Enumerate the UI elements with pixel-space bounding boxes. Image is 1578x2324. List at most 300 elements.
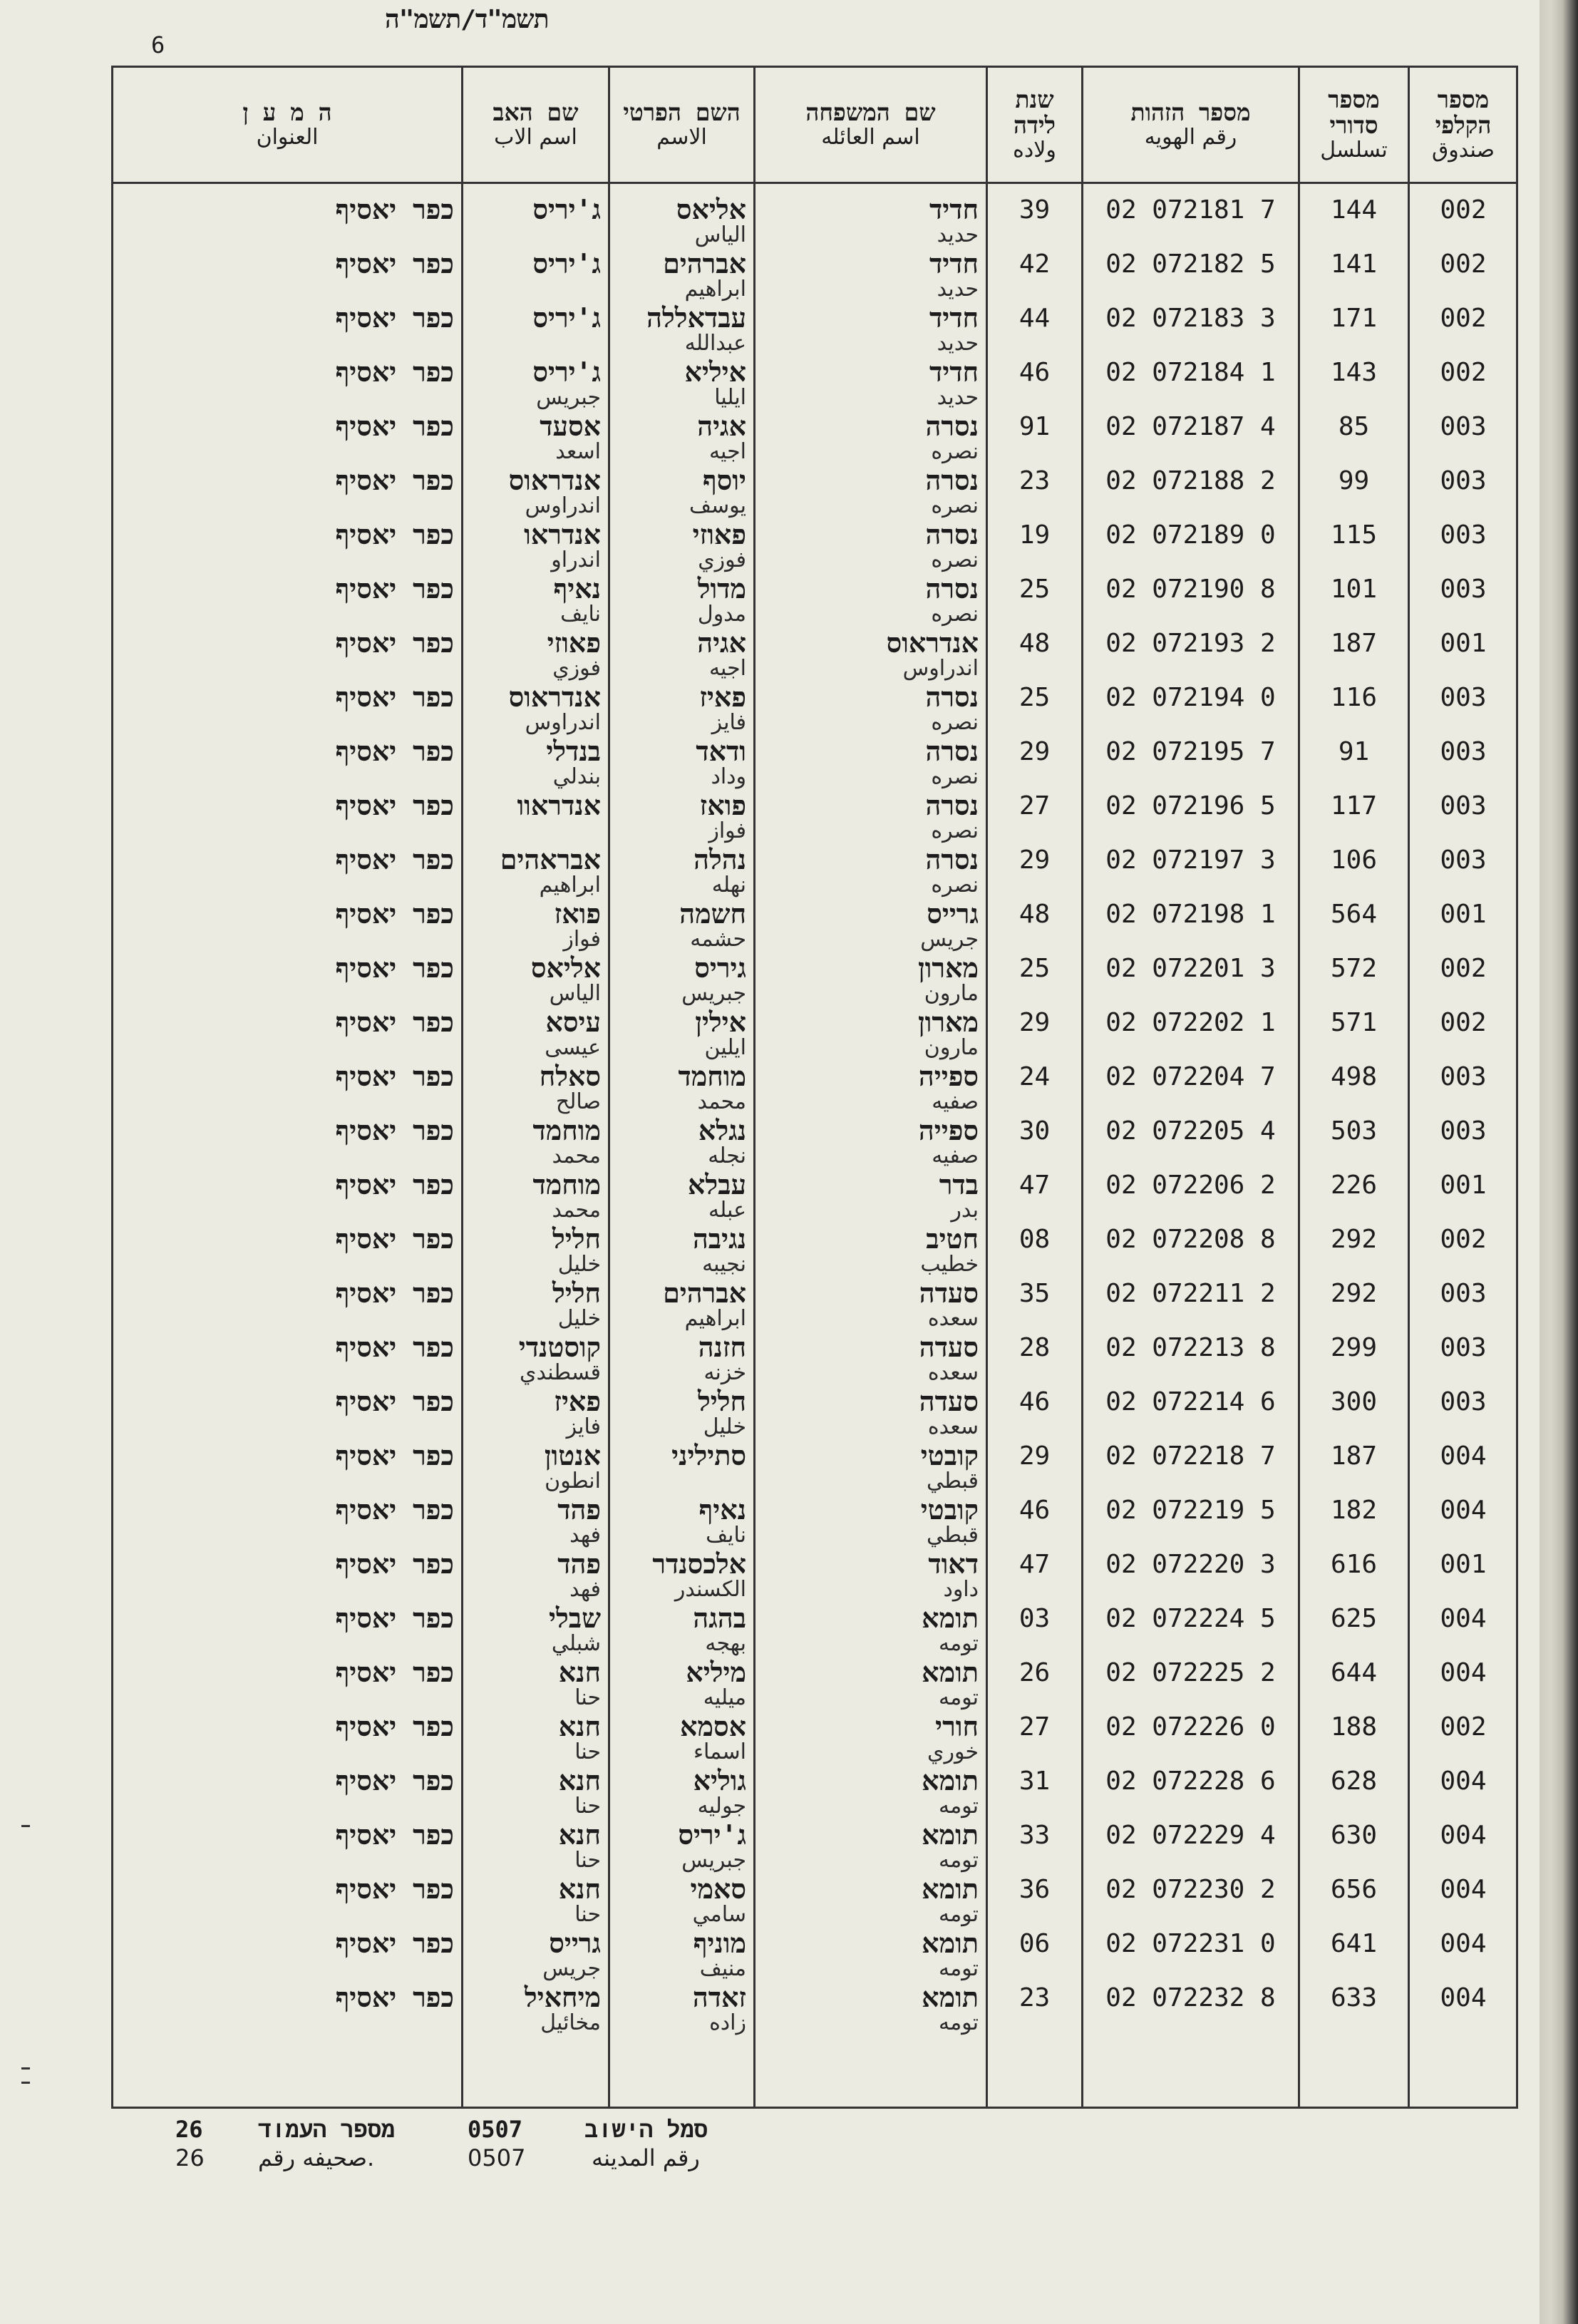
cell-father-text: אנדראוס bbox=[508, 465, 601, 496]
cell-first-arabic: سامي bbox=[692, 1902, 746, 1927]
cell-father bbox=[463, 1061, 608, 1116]
cell-serial-text: 99 bbox=[1338, 466, 1370, 495]
cell-box bbox=[1410, 628, 1517, 682]
cell-father-text: אנדראו bbox=[524, 519, 601, 550]
table-row bbox=[113, 574, 1516, 628]
cell-father-arabic: اسعد bbox=[555, 439, 601, 464]
cell-box bbox=[1410, 1603, 1517, 1657]
cell-address bbox=[113, 1712, 461, 1766]
cell-year bbox=[988, 195, 1081, 249]
cell-serial bbox=[1300, 1224, 1408, 1278]
cell-first-text: אסמא bbox=[680, 1711, 746, 1742]
cell-box-text: 002 bbox=[1440, 954, 1487, 983]
cell-box bbox=[1410, 736, 1517, 791]
cell-family-text: ספייה bbox=[918, 1061, 979, 1092]
cell-id-text: 02 072189 0 bbox=[1105, 520, 1276, 550]
cell-father-text: מוחמד bbox=[532, 1169, 601, 1200]
cell-family-text: סעדה bbox=[919, 1386, 979, 1417]
cell-first-arabic: زاده bbox=[709, 2010, 746, 2035]
col-header-family-ar: اسم العائله bbox=[821, 125, 920, 150]
cell-serial bbox=[1300, 574, 1408, 628]
cell-father-text: פואז bbox=[554, 898, 601, 930]
col-header-box bbox=[1410, 68, 1517, 182]
cell-first-arabic: نجيبه bbox=[702, 1252, 746, 1277]
cell-box-text: 002 bbox=[1440, 195, 1487, 225]
cell-serial bbox=[1300, 249, 1408, 303]
cell-father-arabic: اندراوس bbox=[525, 493, 601, 518]
cell-year-text: 24 bbox=[1019, 1062, 1051, 1091]
cell-box-text: 001 bbox=[1440, 629, 1487, 658]
cell-father-arabic: خليل bbox=[557, 1252, 601, 1277]
cell-box-text: 004 bbox=[1440, 1496, 1487, 1525]
cell-father-text: חנא bbox=[558, 1873, 601, 1905]
cell-address bbox=[113, 411, 461, 466]
cell-father bbox=[463, 1874, 608, 1928]
cell-family bbox=[756, 1928, 986, 1983]
cell-first-text: נאיף bbox=[698, 1494, 746, 1526]
cell-first bbox=[610, 628, 753, 682]
cell-year-text: 36 bbox=[1019, 1875, 1051, 1904]
cell-first-text: נהלה bbox=[693, 844, 746, 875]
cell-first-arabic: خزنه bbox=[703, 1360, 746, 1385]
cell-first-arabic: بهجه bbox=[705, 1631, 746, 1656]
cell-serial-text: 644 bbox=[1330, 1658, 1378, 1687]
cell-father-arabic: فوزي bbox=[552, 656, 601, 681]
cell-family-arabic: جريس bbox=[920, 927, 979, 952]
col-header-year-ar: ولاده bbox=[1013, 138, 1056, 163]
cell-family bbox=[756, 845, 986, 899]
cell-father bbox=[463, 1224, 608, 1278]
cell-serial bbox=[1300, 682, 1408, 736]
cell-address-text: כפר יאסיף bbox=[335, 573, 454, 605]
cell-father-text: אבראהים bbox=[500, 844, 601, 875]
cell-family-text: סעדה bbox=[919, 1332, 979, 1363]
footer-page-label-ar: صحيفه رقم. bbox=[258, 2144, 375, 2171]
cell-father-text: אנדראוס bbox=[508, 682, 601, 713]
cell-address-text: כפר יאסיף bbox=[335, 627, 454, 659]
cell-father-arabic: شبلي bbox=[551, 1631, 601, 1656]
cell-year bbox=[988, 1874, 1081, 1928]
cell-id bbox=[1083, 357, 1298, 411]
table-row bbox=[113, 953, 1516, 1007]
cell-father bbox=[463, 1549, 608, 1603]
cell-serial bbox=[1300, 1116, 1408, 1170]
cell-first bbox=[610, 249, 753, 303]
cell-address bbox=[113, 1332, 461, 1387]
cell-serial-text: 91 bbox=[1338, 737, 1370, 766]
cell-first-text: גוליא bbox=[693, 1765, 746, 1796]
cell-father-text: ג'יריס bbox=[532, 356, 601, 388]
cell-year-text: 29 bbox=[1019, 1441, 1051, 1471]
cell-id bbox=[1083, 574, 1298, 628]
cell-box-text: 002 bbox=[1440, 1008, 1487, 1037]
cell-father bbox=[463, 1983, 608, 2037]
cell-serial bbox=[1300, 953, 1408, 1007]
col-header-father-he: שם האב bbox=[493, 98, 579, 126]
cell-box-text: 003 bbox=[1440, 1387, 1487, 1416]
cell-id-text: 02 072220 3 bbox=[1105, 1550, 1276, 1579]
cell-family-text: ספייה bbox=[918, 1115, 979, 1146]
cell-year bbox=[988, 1116, 1081, 1170]
cell-first-text: מוניף bbox=[693, 1928, 746, 1959]
cell-id-text: 02 072201 3 bbox=[1105, 954, 1276, 983]
cell-family bbox=[756, 953, 986, 1007]
cell-year bbox=[988, 1224, 1081, 1278]
cell-first-text: אלכסנדר bbox=[652, 1548, 746, 1580]
cell-father bbox=[463, 736, 608, 791]
cell-family-text: נסרה bbox=[925, 573, 979, 605]
cell-family-arabic: مارون bbox=[924, 981, 979, 1006]
cell-box-text: 002 bbox=[1440, 358, 1487, 387]
cell-id bbox=[1083, 1278, 1298, 1332]
cell-id bbox=[1083, 1928, 1298, 1983]
cell-box bbox=[1410, 303, 1517, 357]
cell-id bbox=[1083, 736, 1298, 791]
cell-serial-text: 226 bbox=[1330, 1171, 1378, 1200]
cell-family-arabic: تومه bbox=[938, 1956, 979, 1981]
cell-serial-text: 299 bbox=[1330, 1333, 1378, 1362]
cell-serial bbox=[1300, 845, 1408, 899]
cell-father-arabic: محمد bbox=[552, 1198, 601, 1223]
cell-address bbox=[113, 1278, 461, 1332]
cell-family bbox=[756, 1874, 986, 1928]
cell-id bbox=[1083, 1549, 1298, 1603]
cell-id bbox=[1083, 791, 1298, 845]
cell-serial-text: 616 bbox=[1330, 1550, 1378, 1579]
cell-year-text: 28 bbox=[1019, 1333, 1051, 1362]
table-row bbox=[113, 1657, 1516, 1712]
cell-father-arabic: حنا bbox=[574, 1848, 601, 1873]
cell-id-text: 02 072204 7 bbox=[1105, 1062, 1276, 1091]
cell-id-text: 02 072188 2 bbox=[1105, 466, 1276, 495]
cell-family-arabic: نصره bbox=[931, 873, 979, 898]
cell-family-text: גרייס bbox=[927, 898, 979, 930]
cell-first bbox=[610, 845, 753, 899]
table-row bbox=[113, 1116, 1516, 1170]
table-row bbox=[113, 1332, 1516, 1387]
cell-year-text: 46 bbox=[1019, 1387, 1051, 1416]
table-row bbox=[113, 1441, 1516, 1495]
cell-family bbox=[756, 303, 986, 357]
cell-family-text: קובטי bbox=[920, 1440, 979, 1471]
cell-year bbox=[988, 574, 1081, 628]
cell-serial bbox=[1300, 1061, 1408, 1116]
cell-id bbox=[1083, 1116, 1298, 1170]
cell-serial-text: 628 bbox=[1330, 1767, 1378, 1796]
cell-first-text: נגיבה bbox=[692, 1223, 746, 1255]
cell-first-arabic: فايز bbox=[711, 710, 746, 735]
cell-family bbox=[756, 1170, 986, 1224]
cell-father-text: גרייס bbox=[549, 1928, 601, 1959]
cell-serial-text: 503 bbox=[1330, 1116, 1378, 1146]
cell-id bbox=[1083, 303, 1298, 357]
cell-father-arabic: نايف bbox=[560, 602, 601, 627]
cell-box-text: 003 bbox=[1440, 575, 1487, 604]
cell-id-text: 02 072184 1 bbox=[1105, 358, 1276, 387]
cell-first-arabic: نايف bbox=[706, 1523, 746, 1548]
cell-year-text: 39 bbox=[1019, 195, 1051, 225]
cell-first-arabic: يوسف bbox=[689, 493, 746, 518]
cell-year bbox=[988, 682, 1081, 736]
cell-serial-text: 188 bbox=[1330, 1712, 1378, 1742]
cell-family-arabic: سعده bbox=[927, 1360, 979, 1385]
cell-family bbox=[756, 1820, 986, 1874]
cell-first-text: אילין bbox=[695, 1007, 746, 1038]
cell-id-text: 02 072208 8 bbox=[1105, 1225, 1276, 1254]
cell-family-arabic: حديد bbox=[937, 277, 979, 302]
cell-father-text: שבלי bbox=[549, 1603, 601, 1634]
cell-box-text: 002 bbox=[1440, 1225, 1487, 1254]
cell-family-text: נסרה bbox=[925, 465, 979, 496]
cell-first bbox=[610, 1495, 753, 1549]
cell-serial-text: 85 bbox=[1338, 412, 1370, 441]
cell-id-text: 02 072197 3 bbox=[1105, 845, 1276, 875]
cell-address-text: כפר יאסיף bbox=[335, 1440, 454, 1471]
cell-address bbox=[113, 682, 461, 736]
col-header-year bbox=[988, 68, 1081, 182]
cell-first-arabic: حشمه bbox=[690, 927, 746, 952]
cell-father-text: חנא bbox=[558, 1819, 601, 1851]
cell-year-text: 23 bbox=[1019, 466, 1051, 495]
cell-year bbox=[988, 736, 1081, 791]
cell-address-text: כפר יאסיף bbox=[335, 1928, 454, 1959]
cell-family bbox=[756, 1116, 986, 1170]
cell-family-arabic: نصره bbox=[931, 710, 979, 735]
cell-box bbox=[1410, 791, 1517, 845]
cell-serial bbox=[1300, 1657, 1408, 1712]
cell-family-text: נסרה bbox=[925, 682, 979, 713]
cell-id-text: 02 072225 2 bbox=[1105, 1658, 1276, 1687]
cell-serial-text: 182 bbox=[1330, 1496, 1378, 1525]
cell-father-arabic: حنا bbox=[574, 1902, 601, 1927]
cell-box-text: 004 bbox=[1440, 1983, 1487, 2012]
cell-serial bbox=[1300, 791, 1408, 845]
cell-family-text: אנדראוס bbox=[886, 627, 979, 659]
col-header-first-ar: الاسم bbox=[656, 125, 707, 150]
col-header-address-ar: العنوان bbox=[256, 125, 319, 150]
cell-first-arabic: عبدالله bbox=[684, 331, 746, 356]
cell-serial-text: 101 bbox=[1330, 575, 1378, 604]
cell-box bbox=[1410, 1441, 1517, 1495]
cell-year bbox=[988, 1603, 1081, 1657]
cell-year bbox=[988, 1549, 1081, 1603]
cell-address bbox=[113, 1603, 461, 1657]
cell-first-arabic: اجيه bbox=[708, 656, 746, 681]
cell-address bbox=[113, 195, 461, 249]
cell-family-arabic: تومه bbox=[938, 1685, 979, 1710]
cell-address bbox=[113, 1170, 461, 1224]
cell-address-text: כפר יאסיף bbox=[335, 1223, 454, 1255]
cell-id-text: 02 072182 5 bbox=[1105, 250, 1276, 279]
table-row bbox=[113, 466, 1516, 520]
cell-id bbox=[1083, 1387, 1298, 1441]
col-header-serial-ar: تسلسل bbox=[1320, 138, 1388, 163]
cell-father-arabic: الياس bbox=[549, 981, 601, 1006]
cell-address bbox=[113, 845, 461, 899]
cell-father-arabic: جبريس bbox=[536, 385, 601, 410]
cell-father-text: פאוזי bbox=[547, 627, 601, 659]
cell-year bbox=[988, 411, 1081, 466]
cell-family-text: חדיד bbox=[929, 302, 979, 334]
cell-first-arabic: عبله bbox=[708, 1198, 746, 1223]
cell-father-arabic: اندراو bbox=[551, 547, 601, 572]
cell-address-text: כפר יאסיף bbox=[335, 411, 454, 442]
cell-family-arabic: نصره bbox=[931, 818, 979, 843]
cell-father-arabic: خليل bbox=[557, 1306, 601, 1331]
header-divider bbox=[113, 182, 1516, 184]
table-row bbox=[113, 1170, 1516, 1224]
cell-father bbox=[463, 1603, 608, 1657]
cell-year bbox=[988, 953, 1081, 1007]
cell-box-text: 003 bbox=[1440, 737, 1487, 766]
cell-box bbox=[1410, 1495, 1517, 1549]
cell-id bbox=[1083, 1495, 1298, 1549]
cell-family bbox=[756, 1441, 986, 1495]
table-row bbox=[113, 899, 1516, 953]
cell-first-text: ודאד bbox=[696, 736, 746, 767]
cell-family bbox=[756, 1332, 986, 1387]
cell-address-text: כפר יאסיף bbox=[335, 1657, 454, 1688]
cell-serial-text: 292 bbox=[1330, 1279, 1378, 1308]
cell-box-text: 003 bbox=[1440, 466, 1487, 495]
cell-family-text: חדיד bbox=[929, 356, 979, 388]
cell-box-text: 003 bbox=[1440, 412, 1487, 441]
cell-family bbox=[756, 736, 986, 791]
cell-serial bbox=[1300, 357, 1408, 411]
cell-id-text: 02 072193 2 bbox=[1105, 629, 1276, 658]
cell-family bbox=[756, 1007, 986, 1061]
cell-father-arabic: عيسى bbox=[545, 1035, 601, 1060]
cell-father-text: פאיז bbox=[554, 1386, 601, 1417]
cell-serial-text: 641 bbox=[1330, 1929, 1378, 1958]
cell-box-text: 003 bbox=[1440, 1062, 1487, 1091]
cell-year bbox=[988, 1928, 1081, 1983]
cell-box-text: 001 bbox=[1440, 1550, 1487, 1579]
cell-father-arabic: جريس bbox=[542, 1956, 601, 1981]
cell-year-text: 48 bbox=[1019, 900, 1051, 929]
cell-first-text: גיריס bbox=[694, 952, 746, 984]
cell-box-text: 004 bbox=[1440, 1821, 1487, 1850]
cell-box bbox=[1410, 899, 1517, 953]
cell-family-arabic: داود bbox=[943, 1577, 979, 1602]
cell-address bbox=[113, 899, 461, 953]
cell-box-text: 002 bbox=[1440, 250, 1487, 279]
cell-first-arabic: الياس bbox=[694, 222, 746, 247]
cell-box-text: 003 bbox=[1440, 1279, 1487, 1308]
cell-family bbox=[756, 1061, 986, 1116]
cell-first-text: נגלא bbox=[698, 1115, 746, 1146]
cell-father bbox=[463, 574, 608, 628]
cell-address-text: כפר יאסיף bbox=[335, 356, 454, 388]
cell-address bbox=[113, 1983, 461, 2037]
cell-address-text: כפר יאסיף bbox=[335, 1494, 454, 1526]
cell-address bbox=[113, 466, 461, 520]
cell-family bbox=[756, 1983, 986, 2037]
cell-box-text: 003 bbox=[1440, 791, 1487, 821]
cell-serial bbox=[1300, 520, 1408, 574]
cell-family bbox=[756, 195, 986, 249]
page-edge bbox=[1540, 0, 1578, 2324]
cell-box-text: 003 bbox=[1440, 520, 1487, 550]
cell-year-text: 23 bbox=[1019, 1983, 1051, 2012]
cell-year bbox=[988, 1061, 1081, 1116]
cell-first bbox=[610, 1387, 753, 1441]
cell-father bbox=[463, 1332, 608, 1387]
cell-first-text: סתיליני bbox=[671, 1440, 746, 1471]
cell-id bbox=[1083, 1657, 1298, 1712]
cell-family bbox=[756, 466, 986, 520]
cell-address bbox=[113, 628, 461, 682]
cell-first bbox=[610, 1603, 753, 1657]
cell-id-text: 02 072226 0 bbox=[1105, 1712, 1276, 1742]
cell-serial bbox=[1300, 1332, 1408, 1387]
cell-id bbox=[1083, 520, 1298, 574]
cell-first bbox=[610, 1170, 753, 1224]
cell-year bbox=[988, 1766, 1081, 1820]
col-header-box-ar: صندوق bbox=[1431, 138, 1495, 163]
cell-first-arabic: وداد bbox=[711, 764, 746, 789]
cell-id bbox=[1083, 1170, 1298, 1224]
cell-id-text: 02 072195 7 bbox=[1105, 737, 1276, 766]
footer-settlement-code: 0507 bbox=[468, 2116, 523, 2143]
cell-serial bbox=[1300, 1983, 1408, 2037]
cell-father bbox=[463, 249, 608, 303]
cell-address-text: כפר יאסיף bbox=[335, 465, 454, 496]
cell-serial bbox=[1300, 1874, 1408, 1928]
cell-first-text: חליל bbox=[697, 1386, 746, 1417]
footer-page-label: מספר העמוד bbox=[258, 2116, 396, 2143]
cell-first-arabic: منيف bbox=[699, 1956, 746, 1981]
cell-box bbox=[1410, 1657, 1517, 1712]
cell-box bbox=[1410, 466, 1517, 520]
table-row bbox=[113, 1061, 1516, 1116]
cell-first-text: סאמי bbox=[690, 1873, 746, 1905]
cell-address bbox=[113, 1549, 461, 1603]
cell-first bbox=[610, 1983, 753, 2037]
cell-id-text: 02 072224 5 bbox=[1105, 1604, 1276, 1633]
cell-family bbox=[756, 1278, 986, 1332]
cell-address bbox=[113, 791, 461, 845]
cell-father-text: חליל bbox=[552, 1223, 601, 1255]
cell-first-text: מיליא bbox=[686, 1657, 746, 1688]
cell-father-text: אנדראוו bbox=[517, 790, 601, 821]
cell-family bbox=[756, 791, 986, 845]
cell-year bbox=[988, 1332, 1081, 1387]
cell-family-arabic: نصره bbox=[931, 439, 979, 464]
cell-serial bbox=[1300, 1603, 1408, 1657]
cell-id-text: 02 072229 4 bbox=[1105, 1821, 1276, 1850]
cell-box bbox=[1410, 1983, 1517, 2037]
cell-id-text: 02 072231 0 bbox=[1105, 1929, 1276, 1958]
cell-box-text: 002 bbox=[1440, 304, 1487, 333]
cell-first bbox=[610, 1657, 753, 1712]
cell-first-arabic: الكسندر bbox=[674, 1577, 746, 1602]
cell-first bbox=[610, 736, 753, 791]
cell-serial bbox=[1300, 628, 1408, 682]
cell-year-text: 26 bbox=[1019, 1658, 1051, 1687]
table-row bbox=[113, 1387, 1516, 1441]
cell-serial bbox=[1300, 1170, 1408, 1224]
cell-address bbox=[113, 357, 461, 411]
cell-box bbox=[1410, 953, 1517, 1007]
cell-first-text: חזנה bbox=[698, 1332, 746, 1363]
cell-serial bbox=[1300, 1928, 1408, 1983]
cell-id-text: 02 072214 6 bbox=[1105, 1387, 1276, 1416]
col-header-family bbox=[756, 68, 986, 182]
cell-serial-text: 171 bbox=[1330, 304, 1378, 333]
cell-family-arabic: نصره bbox=[931, 493, 979, 518]
cell-father-arabic: حنا bbox=[574, 1739, 601, 1764]
